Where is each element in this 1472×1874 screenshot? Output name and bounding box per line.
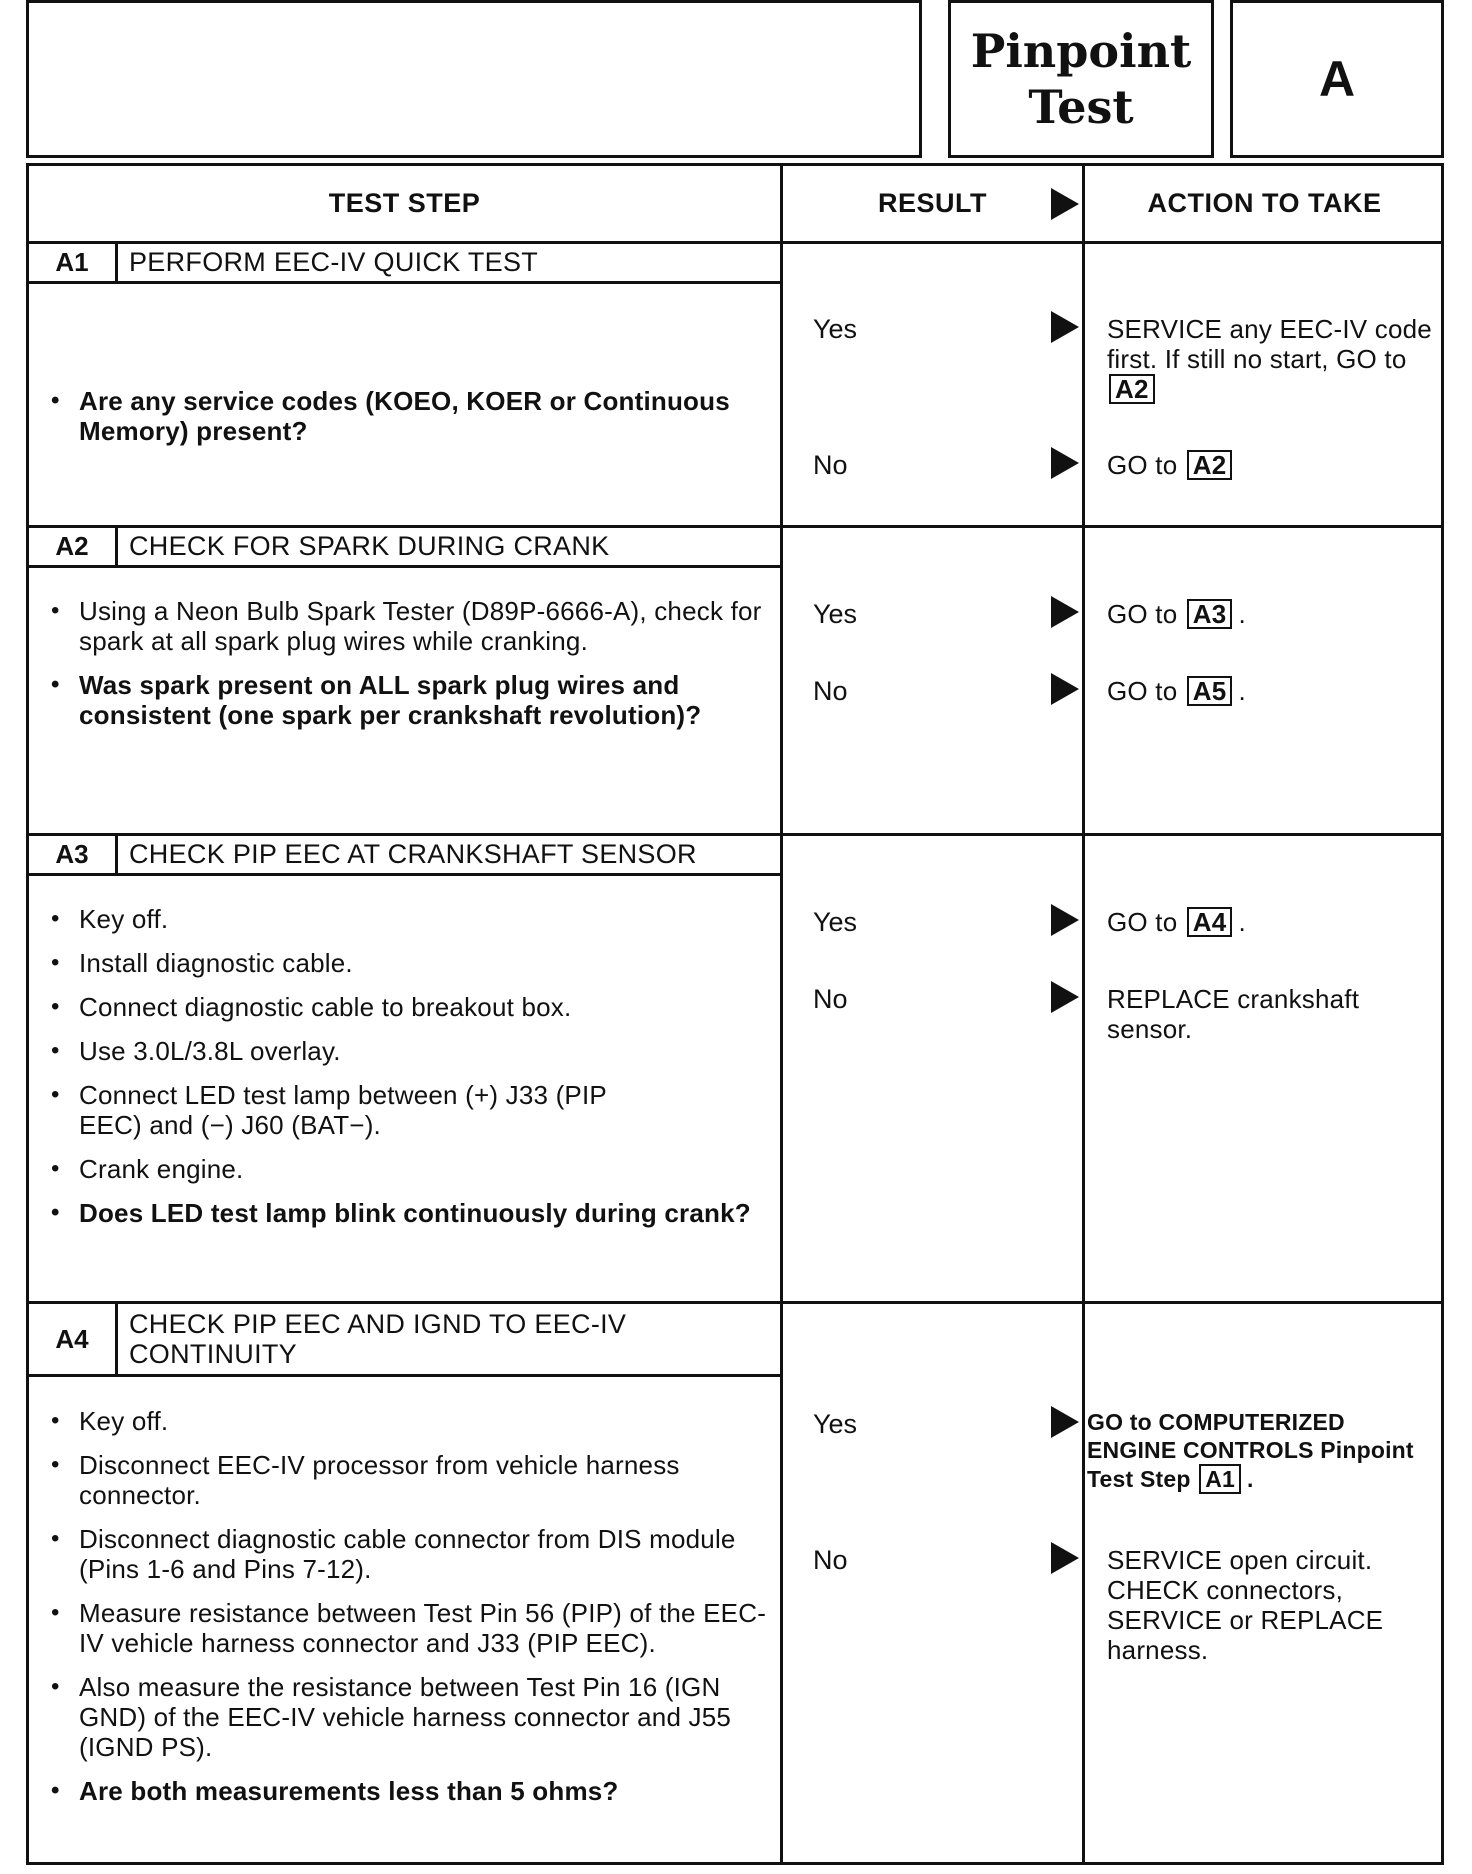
instruction-item: • Connect diagnostic cable to breakout box. [51, 992, 771, 1022]
step-reference: A1 [1199, 1464, 1241, 1494]
result-no: No [813, 676, 848, 706]
result-arrow-icon [1051, 447, 1079, 479]
action-no [1107, 676, 1437, 706]
instruction-item: • Use 3.0L/3.8L overlay. [51, 1036, 771, 1066]
column-header-action: ACTION TO TAKE [1147, 188, 1382, 218]
step-title-divider [29, 565, 780, 568]
action-text: REPLACE crankshaft sensor. [1107, 984, 1360, 1044]
instruction-item: • Also measure the resistance between Test Pin 16 (IGN GND) of the EEC-IV vehicle harness connector and J55 (IGND PS). [51, 1672, 771, 1762]
action-text: GO to COMPUTERIZED ENGINE CONTROLS Pinpoint Test Step [1087, 1409, 1414, 1492]
result-yes: Yes [813, 907, 858, 937]
step-number: A2 [55, 531, 89, 561]
action-yes [1107, 314, 1437, 404]
header-blank-box [26, 0, 922, 158]
step-number: A4 [55, 1323, 89, 1354]
step-title: CHECK PIP EEC AT CRANKSHAFT SENSOR [129, 839, 697, 869]
instruction-question: • Are any service codes (KOEO, KOER or Continuous Memory) present? [51, 386, 771, 446]
page-title-line1: Pinpoint [970, 24, 1192, 78]
row-divider [29, 1301, 1444, 1304]
instruction-item: • Key off. [51, 1406, 771, 1436]
step-reference: A3 [1187, 599, 1233, 629]
instruction-question: • Was spark present on ALL spark plug wires and consistent (one spark per crankshaft revolution)? [51, 670, 771, 730]
step-number-divider [115, 528, 118, 565]
test-letter: A [1318, 51, 1356, 107]
action-no [1107, 450, 1437, 480]
action-text: GO to [1107, 676, 1178, 706]
pinpoint-test-table [26, 163, 1444, 1865]
result-arrow-icon [1051, 311, 1079, 343]
column-header-result [783, 166, 1082, 241]
result-yes: Yes [813, 1409, 858, 1439]
instruction-question: • Are both measurements less than 5 ohms? [51, 1776, 771, 1806]
instruction-item: • Key off. [51, 904, 771, 934]
action-yes [1087, 1408, 1437, 1494]
step-reference: A4 [1187, 907, 1233, 937]
step-number-divider [115, 1304, 118, 1374]
instruction-item: • Disconnect diagnostic cable connector from DIS module (Pins 1-6 and Pins 7-12). [51, 1524, 771, 1584]
action-text: SERVICE any EEC-IV code first. If still no start, GO to [1107, 314, 1432, 374]
action-text: SERVICE open circuit. CHECK connectors, SERVICE or REPLACE harness. [1107, 1545, 1384, 1665]
page-title-line2: Test [1028, 80, 1134, 134]
step-number-divider [115, 244, 118, 281]
action-no [1107, 1545, 1427, 1665]
step-instructions [51, 1406, 771, 1820]
step-title-divider [29, 1374, 780, 1377]
step-reference: A5 [1187, 676, 1233, 706]
action-yes [1107, 907, 1437, 937]
result-arrow-icon [1051, 904, 1079, 936]
result-yes: Yes [813, 599, 858, 629]
action-text: GO to [1107, 599, 1178, 629]
row-divider [29, 525, 1444, 528]
step-reference: A2 [1109, 374, 1155, 404]
instruction-item: • Crank engine. [51, 1154, 771, 1184]
instruction-question: • Does LED test lamp blink continuously during crank? [51, 1198, 771, 1228]
step-instructions [51, 904, 771, 1242]
result-arrow-icon [1051, 188, 1079, 220]
step-number: A3 [55, 839, 89, 869]
action-suffix: . [1238, 907, 1246, 937]
instruction-item: • Install diagnostic cable. [51, 948, 771, 978]
row-divider [29, 833, 1444, 836]
test-letter-box [1230, 0, 1444, 158]
column-divider-result [780, 166, 783, 1862]
instruction-item: • Disconnect EEC-IV processor from vehicle harness connector. [51, 1450, 771, 1510]
step-number-divider [115, 836, 118, 873]
result-yes: Yes [813, 314, 858, 344]
step-reference: A2 [1187, 450, 1233, 480]
action-text: GO to [1107, 907, 1178, 937]
instruction-item: • Connect LED test lamp between (+) J33 (PIP EEC) and (−) J60 (BAT−). [51, 1080, 639, 1140]
step-instructions [51, 596, 771, 744]
step-title: CHECK PIP EEC AND IGND TO EEC-IV CONTINUITY [129, 1309, 627, 1369]
result-arrow-icon [1051, 1406, 1079, 1438]
step-title-divider [29, 873, 780, 876]
result-no: No [813, 450, 848, 480]
action-suffix: . [1247, 1466, 1254, 1492]
result-no: No [813, 1545, 848, 1575]
step-title: CHECK FOR SPARK DURING CRANK [129, 531, 610, 561]
instruction-item: • Measure resistance between Test Pin 56 (PIP) of the EEC-IV vehicle harness connector and J33 (PIP EEC). [51, 1598, 771, 1658]
action-no [1107, 984, 1407, 1044]
action-text: GO to [1107, 450, 1178, 480]
action-suffix: . [1238, 599, 1246, 629]
header-row-divider [29, 241, 1444, 244]
column-header-result-label: RESULT [878, 188, 987, 218]
result-arrow-icon [1051, 981, 1079, 1013]
result-no: No [813, 984, 848, 1014]
result-arrow-icon [1051, 673, 1079, 705]
column-divider-action [1082, 166, 1085, 1862]
action-suffix: . [1238, 676, 1246, 706]
instruction-item: • Using a Neon Bulb Spark Tester (D89P-6666-A), check for spark at all spark plug wires while cranking. [51, 596, 771, 656]
step-title: PERFORM EEC-IV QUICK TEST [129, 247, 539, 277]
result-arrow-icon [1051, 596, 1079, 628]
step-number: A1 [55, 247, 89, 277]
action-yes [1107, 599, 1437, 629]
step-title-divider [29, 281, 780, 284]
header-title-box [948, 0, 1214, 158]
result-arrow-icon [1051, 1542, 1079, 1574]
step-instructions [51, 386, 771, 460]
column-header-test-step: TEST STEP [328, 188, 481, 218]
